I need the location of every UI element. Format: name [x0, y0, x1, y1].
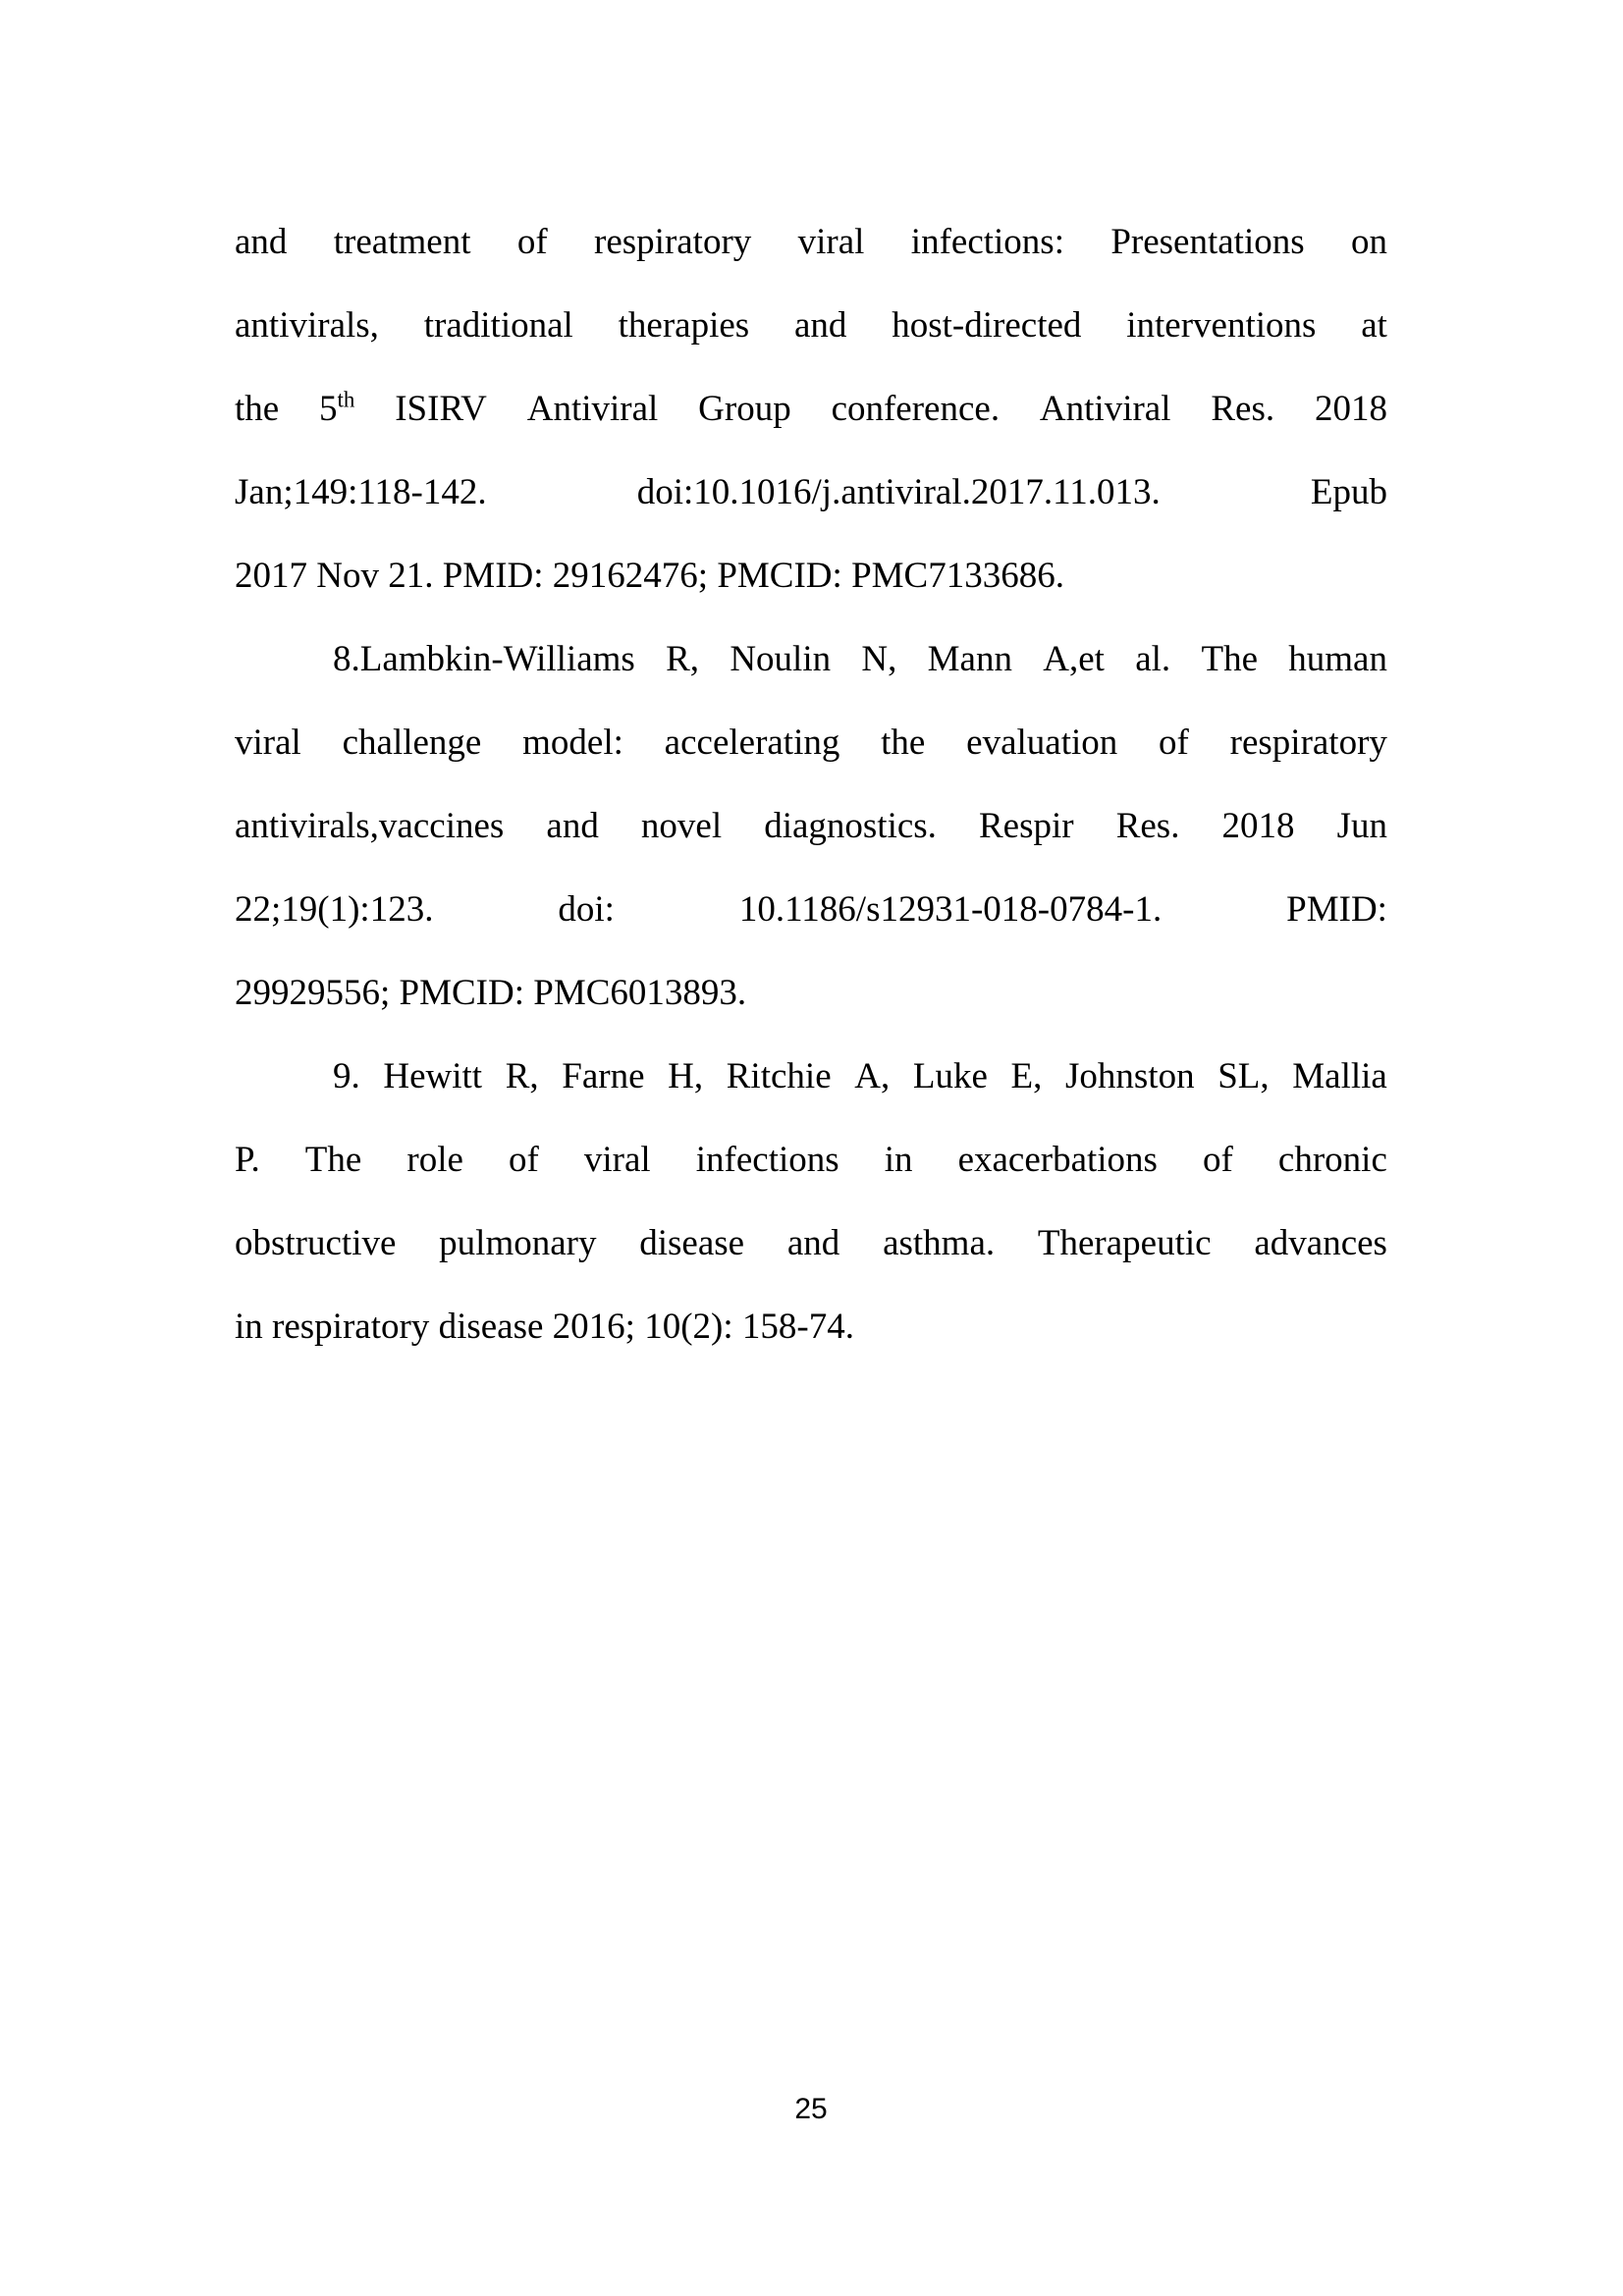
text-line: 22;19(1):123. doi: 10.1186/s12931-018-0784-1. PMID: — [235, 889, 1387, 930]
text-line: 2017 Nov 21. PMID: 29162476; PMCID: PMC7133686. — [235, 556, 1064, 596]
text-line: P. The role of viral infections in exacerbations of chronic — [235, 1140, 1387, 1180]
text-line: and treatment of respiratory viral infections: Presentations on — [235, 222, 1387, 262]
text-line: antivirals,vaccines and novel diagnostics. Respir Res. 2018 Jun — [235, 806, 1387, 846]
text-line: viral challenge model: accelerating the evaluation of respiratory — [235, 722, 1387, 763]
text-line: in respiratory disease 2016; 10(2): 158-74. — [235, 1307, 854, 1347]
page-footer — [235, 2095, 1387, 2124]
text-line: antivirals, traditional therapies and host-directed interventions at — [235, 305, 1387, 346]
page-number: 25 — [794, 2093, 828, 2125]
text-line: 8.Lambkin-Williams R, Noulin N, Mann A,et al. The human — [333, 639, 1387, 679]
text-line: 29929556; PMCID: PMC6013893. — [235, 973, 747, 1013]
reference-paragraph — [235, 200, 1387, 617]
text-line: obstructive pulmonary disease and asthma. Therapeutic advances — [235, 1223, 1387, 1263]
text-line: Jan;149:118-142. doi:10.1016/j.antiviral.2017.11.013. Epub — [235, 472, 1387, 512]
reference-paragraph — [235, 617, 1387, 1035]
reference-paragraph — [235, 1035, 1387, 1368]
text-line: the 5th ISIRV Antiviral Group conference. Antiviral Res. 2018 — [235, 387, 1387, 429]
text-line: 9. Hewitt R, Farne H, Ritchie A, Luke E, Johnston SL, Mallia — [333, 1056, 1387, 1096]
references-text — [235, 200, 1387, 1368]
